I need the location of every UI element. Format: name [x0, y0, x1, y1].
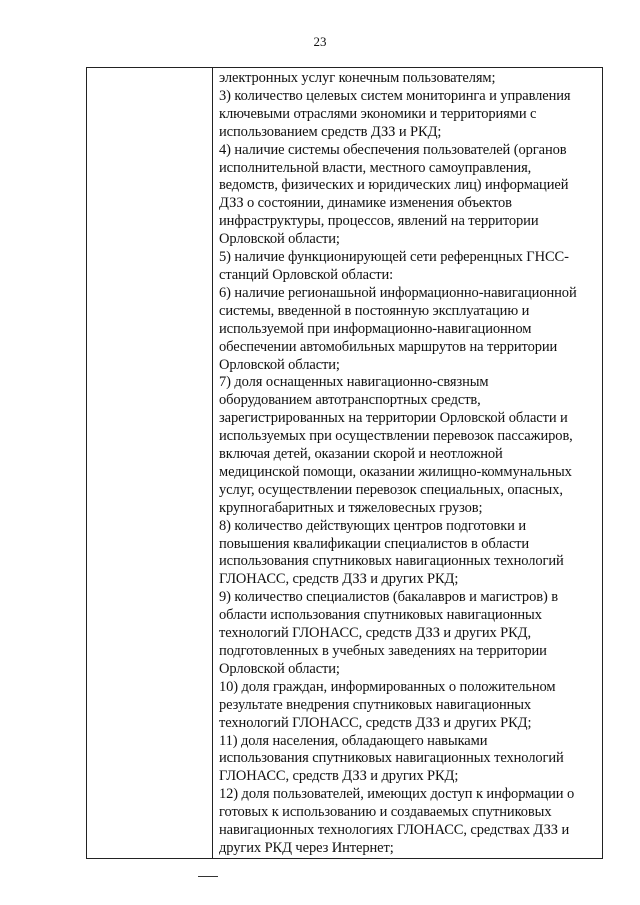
text-line: технологий ГЛОНАСС, средств ДЗЗ и других РКД, [219, 625, 532, 642]
text-line: Орловской области; [219, 356, 340, 373]
table-cell-left [87, 68, 213, 859]
text-line: используемых при осуществлении перевозок пассажиров, [219, 428, 573, 445]
text-line: оборудованием автотранспортных средств, [219, 392, 481, 409]
text-line: зарегистрированных на территории Орловской области и [219, 410, 568, 427]
text-line: медицинской помощи, оказании жилищно-коммунальных [219, 463, 572, 480]
text-line: исполнительной власти, местного самоуправления, [219, 159, 532, 176]
text-line: 3) количество целевых систем мониторинга и управления [219, 87, 571, 104]
text-line: 5) наличие функционирующей сети референцных ГНСС- [219, 249, 569, 266]
text-line: ведомств, физических и юридических лиц) информацией [219, 177, 569, 194]
text-line: инфраструктуры, процессов, явлений на территории [219, 213, 539, 230]
text-line: 8) количество действующих центров подготовки и [219, 517, 527, 534]
text-line: результате внедрения спутниковых навигационных [219, 696, 532, 713]
text-line: технологий ГЛОНАСС, средств ДЗЗ и других РКД; [219, 714, 532, 731]
indicator-text-block [219, 70, 597, 858]
indicators-table [86, 67, 603, 859]
text-line: использованием средств ДЗЗ и РКД; [219, 123, 442, 140]
text-line: других РКД через Интернет; [219, 839, 394, 856]
text-line: готовых к использованию и создаваемых спутниковых [219, 804, 552, 821]
text-line: включая детей, оказании скорой и неотложной [219, 446, 503, 463]
text-line: 11) доля населения, обладающего навыками [219, 732, 488, 749]
text-line: подготовленных в учебных заведениях на территории [219, 643, 547, 659]
page-number: 23 [313, 34, 327, 49]
text-line: 12) доля пользователей, имеющих доступ к информации о [219, 786, 575, 803]
text-line: 7) доля оснащенных навигационно-связным [219, 374, 489, 391]
text-line: используемой при информационно-навигационном [219, 320, 532, 337]
text-line: электронных услуг конечным пользователям; [219, 70, 496, 86]
text-line: крупногабаритных и тяжеловесных грузов; [219, 499, 483, 516]
text-line: ГЛОНАСС, средств ДЗЗ и других РКД; [219, 571, 459, 588]
text-line: системы, введенной в постоянную эксплуатацию и [219, 302, 530, 319]
text-line: Орловской области; [219, 231, 340, 248]
text-line: ДЗЗ о состоянии, динамике изменения объектов [219, 195, 512, 212]
text-line: Орловской области; [219, 660, 340, 677]
text-line: ГЛОНАСС, средств ДЗЗ и других РКД; [219, 768, 459, 785]
text-line: области использования спутниковых навигационных [219, 607, 542, 624]
table-row [87, 68, 603, 859]
text-line: использования спутниковых навигационных технологий [219, 750, 564, 767]
text-line: 10) доля граждан, информированных о положительном [219, 678, 556, 695]
table-cell-indicators [213, 68, 603, 859]
text-line: 6) наличие регионашьной информационно-навигационной [219, 284, 577, 301]
footer-rule [198, 876, 218, 877]
text-line: использования спутниковых навигационных технологий [219, 553, 564, 570]
text-line: 4) наличие системы обеспечения пользователей (органов [219, 141, 567, 158]
text-line: услуг, осуществлении перевозок специальных, опасных, [219, 481, 563, 498]
text-line: станций Орловской области: [219, 266, 394, 283]
text-line: навигационных технологиях ГЛОНАСС, средствах ДЗЗ и [219, 822, 570, 839]
text-line: 9) количество специалистов (бакалавров и магистров) в [219, 589, 558, 606]
text-line: повышения квалификации специалистов в области [219, 535, 530, 552]
text-line: обеспечении автомобильных маршрутов на территории [219, 338, 558, 355]
text-line: ключевыми отраслями экономики и территориями с [219, 105, 537, 122]
